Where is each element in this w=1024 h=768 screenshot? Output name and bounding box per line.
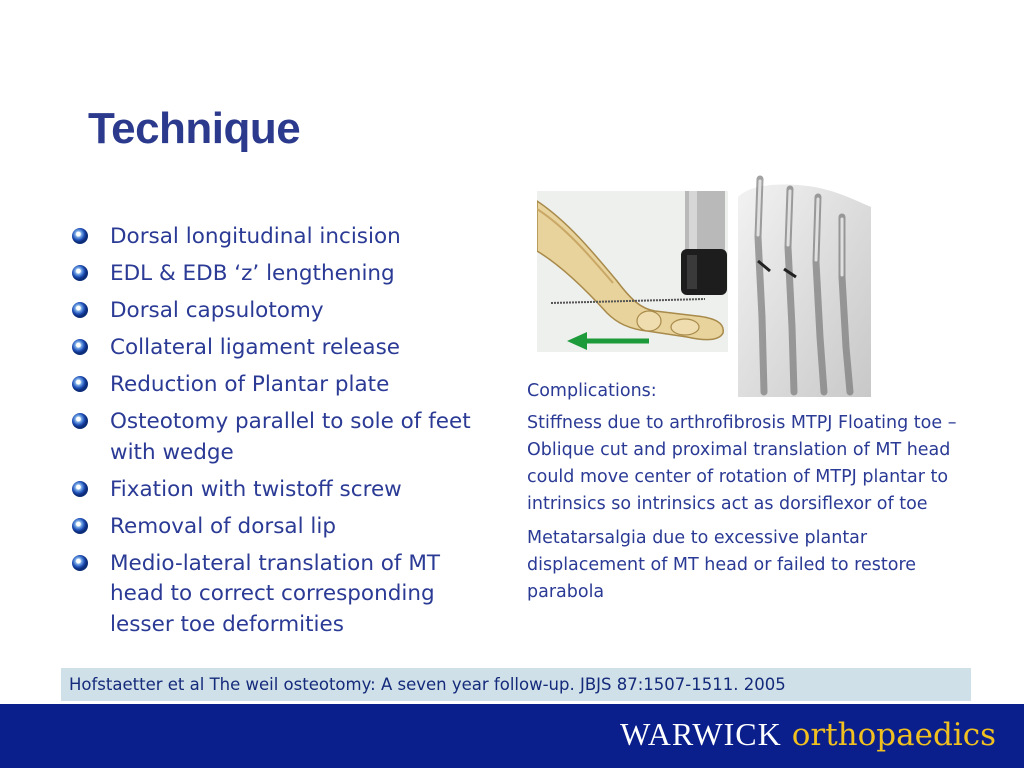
reference-citation: Hofstaetter et al The weil osteotomy: A seven year follow-up. JBJS 87:1507-1511. 2005 <box>61 668 971 701</box>
footer-bar <box>0 704 1024 768</box>
bullet-item <box>72 475 472 506</box>
complication-item: Metatarsalgia due to excessive plantar displacement of MT head or failed to restore parabola <box>527 528 917 602</box>
bullet-item <box>72 296 472 327</box>
bullet-text: Removal of dorsal lip <box>110 513 336 539</box>
bullet-item <box>72 549 472 641</box>
bullet-item <box>72 370 472 401</box>
bullet-item <box>72 512 472 543</box>
bullet-item <box>72 333 472 364</box>
complication-item: Stiffness due to arthrofibrosis MTPJ Floating toe – Oblique cut and proximal translation of MT head could move center of rotation of MTPJ plantar to intrinsics so intrinsics act as dorsiflexor of toe <box>527 413 957 514</box>
bullet-text: Dorsal capsulotomy <box>110 298 324 323</box>
bullet-icon <box>72 518 88 534</box>
warwick-orthopaedics-logo <box>620 716 996 756</box>
bullet-item <box>72 222 472 253</box>
xray-image <box>738 167 871 397</box>
bullet-icon <box>72 302 88 318</box>
bullet-icon <box>72 481 88 497</box>
bullet-text: Fixation with twistoff screw <box>110 476 402 502</box>
bullet-text: Dorsal longitudinal incision <box>110 224 401 249</box>
bullet-item <box>72 407 472 468</box>
osteotomy-illustration <box>537 191 728 352</box>
bullet-icon <box>72 376 88 392</box>
slide-title: Technique <box>88 104 301 153</box>
bullet-icon <box>72 339 88 355</box>
logo-orthopaedics-text: orthopaedics <box>791 717 996 753</box>
bullet-text: Osteotomy parallel to sole of feet with wedge <box>110 409 471 465</box>
technique-bullet-list <box>72 222 472 647</box>
bullet-text: Collateral ligament release <box>110 335 400 360</box>
bullet-text: Reduction of Plantar plate <box>110 372 390 397</box>
complications-panel <box>527 378 957 613</box>
bullet-icon <box>72 413 88 429</box>
bullet-icon <box>72 555 88 571</box>
bullet-text: EDL & EDB ‘z’ lengthening <box>110 261 395 286</box>
bullet-item <box>72 259 472 290</box>
complications-heading: Complications: <box>527 381 657 401</box>
logo-warwick-text: WARWICK <box>620 716 782 752</box>
bullet-icon <box>72 228 88 244</box>
bullet-icon <box>72 265 88 281</box>
bullet-text: Medio-lateral translation of MT head to correct corresponding lesser toe deformities <box>110 550 441 637</box>
